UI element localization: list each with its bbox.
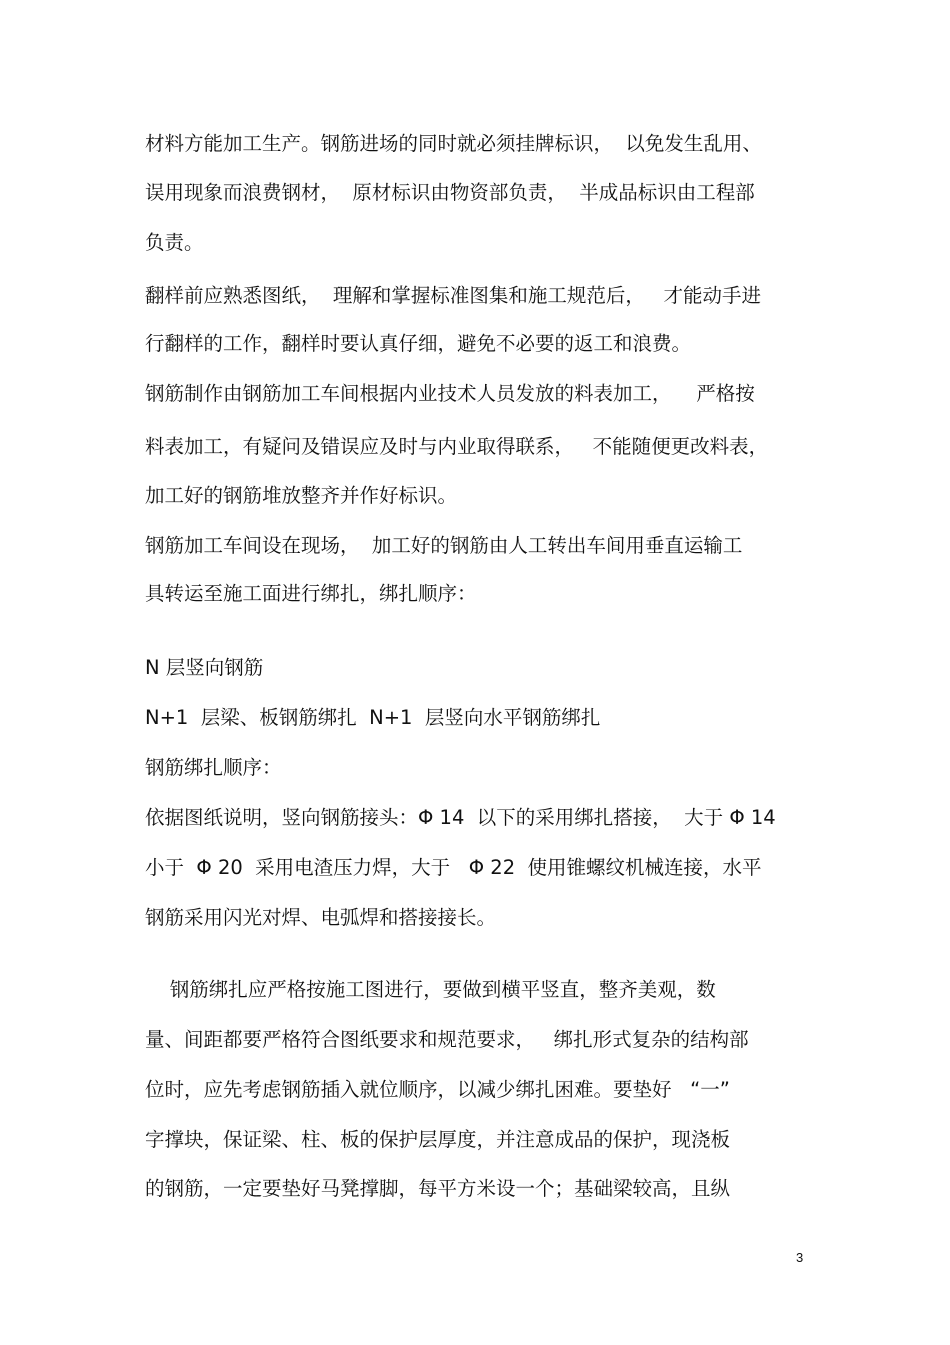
body-text-line: 钢筋采用闪光对焊、电弧焊和搭接接长。 bbox=[145, 906, 497, 929]
body-text-line: 加工好的钢筋堆放整齐并作好标识。 bbox=[145, 484, 458, 507]
body-text-line: 翻样前应熟悉图纸， 理解和掌握标准图集和施工规范后， 才能动手进 bbox=[145, 284, 761, 307]
page-number: 3 bbox=[796, 1250, 804, 1265]
body-text-line: 行翻样的工作，翻样时要认真仔细，避免不必要的返工和浪费。 bbox=[145, 332, 692, 355]
body-text-line: 钢筋绑扎应严格按施工图进行，要做到横平竖直，整齐美观，数 bbox=[145, 978, 716, 1001]
body-text-line: 位时，应先考虑钢筋插入就位顺序，以减少绑扎困难。要垫好 “一” bbox=[145, 1078, 730, 1101]
body-text-line: 料表加工，有疑问及错误应及时与内业取得联系， 不能随便更改料表， bbox=[145, 435, 769, 458]
body-text-line: 材料方能加工生产。钢筋进场的同时就必须挂牌标识， 以免发生乱用、 bbox=[145, 132, 762, 155]
body-text-line: 误用现象而浪费钢材， 原材标识由物资部负责， 半成品标识由工程部 bbox=[145, 181, 755, 204]
body-text-line: N 层竖向钢筋 bbox=[145, 656, 264, 679]
body-text-line: N+1 层梁、板钢筋绑扎 N+1 层竖向水平钢筋绑扎 bbox=[145, 706, 601, 729]
body-text-line: 钢筋绑扎顺序： bbox=[145, 756, 282, 779]
body-text-line: 钢筋制作由钢筋加工车间根据内业技术人员发放的料表加工， 严格按 bbox=[145, 382, 755, 405]
body-text-line: 的钢筋，一定要垫好马凳撑脚，每平方米设一个；基础梁较高，且纵 bbox=[145, 1177, 731, 1200]
body-text-line: 小于 Φ 20 采用电渣压力焊，大于 Φ 22 使用锥螺纹机械连接，水平 bbox=[145, 856, 762, 879]
body-text-line: 具转运至施工面进行绑扎，绑扎顺序： bbox=[145, 582, 477, 605]
body-text-line: 负责。 bbox=[145, 231, 204, 254]
body-text-line: 钢筋加工车间设在现场， 加工好的钢筋由人工转出车间用垂直运输工 bbox=[145, 534, 743, 557]
body-text-line: 依据图纸说明，竖向钢筋接头：Φ 14 以下的采用绑扎搭接， 大于 Φ 14 bbox=[145, 806, 776, 829]
body-text-line: 量、间距都要严格符合图纸要求和规范要求， 绑扎形式复杂的结构部 bbox=[145, 1028, 749, 1051]
body-text-line: 字撑块，保证梁、柱、板的保护层厚度，并注意成品的保护，现浇板 bbox=[145, 1128, 731, 1151]
